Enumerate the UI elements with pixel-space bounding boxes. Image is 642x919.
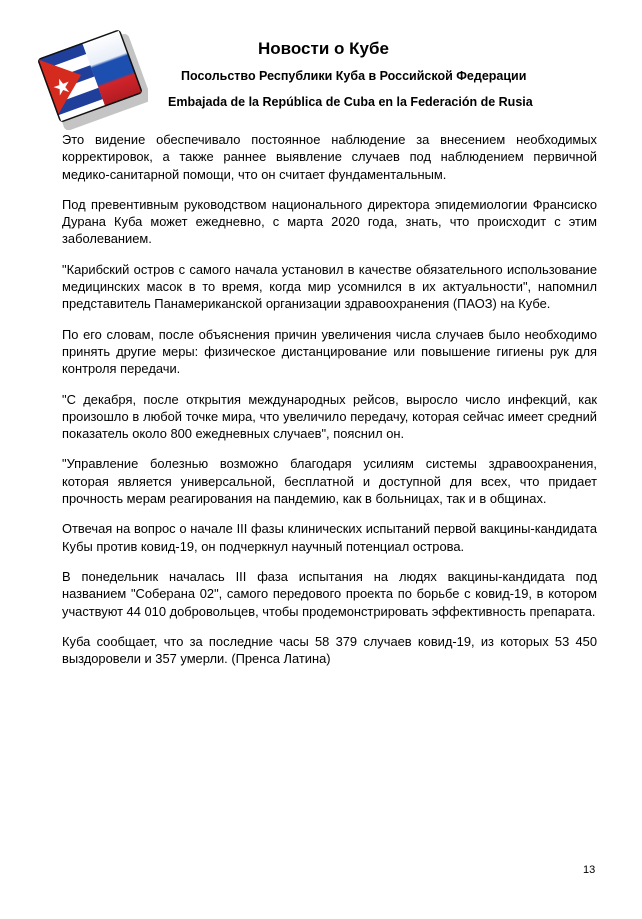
subtitle-russian: Посольство Республики Куба в Российской Федерации xyxy=(181,69,527,83)
subtitle-spanish: Embajada de la República de Cuba en la Federación de Rusia xyxy=(168,95,533,109)
paragraph: "Управление болезнью возможно благодаря усилиям системы здравоохранения, которая является универсальной, бесплатной и доступной для всех, что придает прочность мерам реагирования на пандемию, как в больницах, так и в общинах. xyxy=(62,456,597,507)
paragraph: В понедельник началась III фаза испытания на людях вакцины-кандидата под названием "Соберана 02", самого передового проекта по борьбе с ковид-19, в котором участвуют 44 010 добровольцев, чтобы продемонстрировать эффективность препарата. xyxy=(62,568,597,619)
page-title: Новости о Кубе xyxy=(258,39,389,58)
paragraph: "С декабря, после открытия международных рейсов, выросло число инфекций, как произошло в любой точке мира, что увеличило передачу, которая сейчас имеет средний показатель около 800 ежедневных случаев", пояснил он. xyxy=(62,391,597,442)
cuba-russia-flags-icon xyxy=(26,18,148,130)
paragraph: Под превентивным руководством национального директора эпидемиологии Франсиско Дурана Куба может ежедневно, с марта 2020 года, знать, что происходит с этим заболеванием. xyxy=(62,196,597,247)
paragraph: Это видение обеспечивало постоянное наблюдение за внесением необходимых корректировок, а также раннее выявление случаев под наблюдением первичной медико-санитарной помощи, что он считает фундаментальным. xyxy=(62,132,597,182)
article-body xyxy=(62,131,597,680)
paragraph: "Карибский остров с самого начала установил в качестве обязательного использование медицинских масок в то время, когда мир усомнился в их актуальности", напомнил представитель Панамериканской организации здравоохранения (ПАОЗ) на Кубе. xyxy=(62,261,597,312)
paragraph: По его словам, после объяснения причин увеличения числа случаев было необходимо принять другие меры: физическое дистанцирование или повышение гигиены рук для контроля передачи. xyxy=(62,326,597,377)
paragraph: Куба сообщает, что за последние часы 58 379 случаев ковид-19, из которых 53 450 выздоровели и 357 умерли. (Пренса Латина) xyxy=(62,633,597,667)
paragraph: Отвечая на вопрос о начале III фазы клинических испытаний первой вакцины-кандидата Кубы против ковид-19, он подчеркнул научный потенциал острова. xyxy=(62,521,597,554)
page-number: 13 xyxy=(583,864,596,876)
